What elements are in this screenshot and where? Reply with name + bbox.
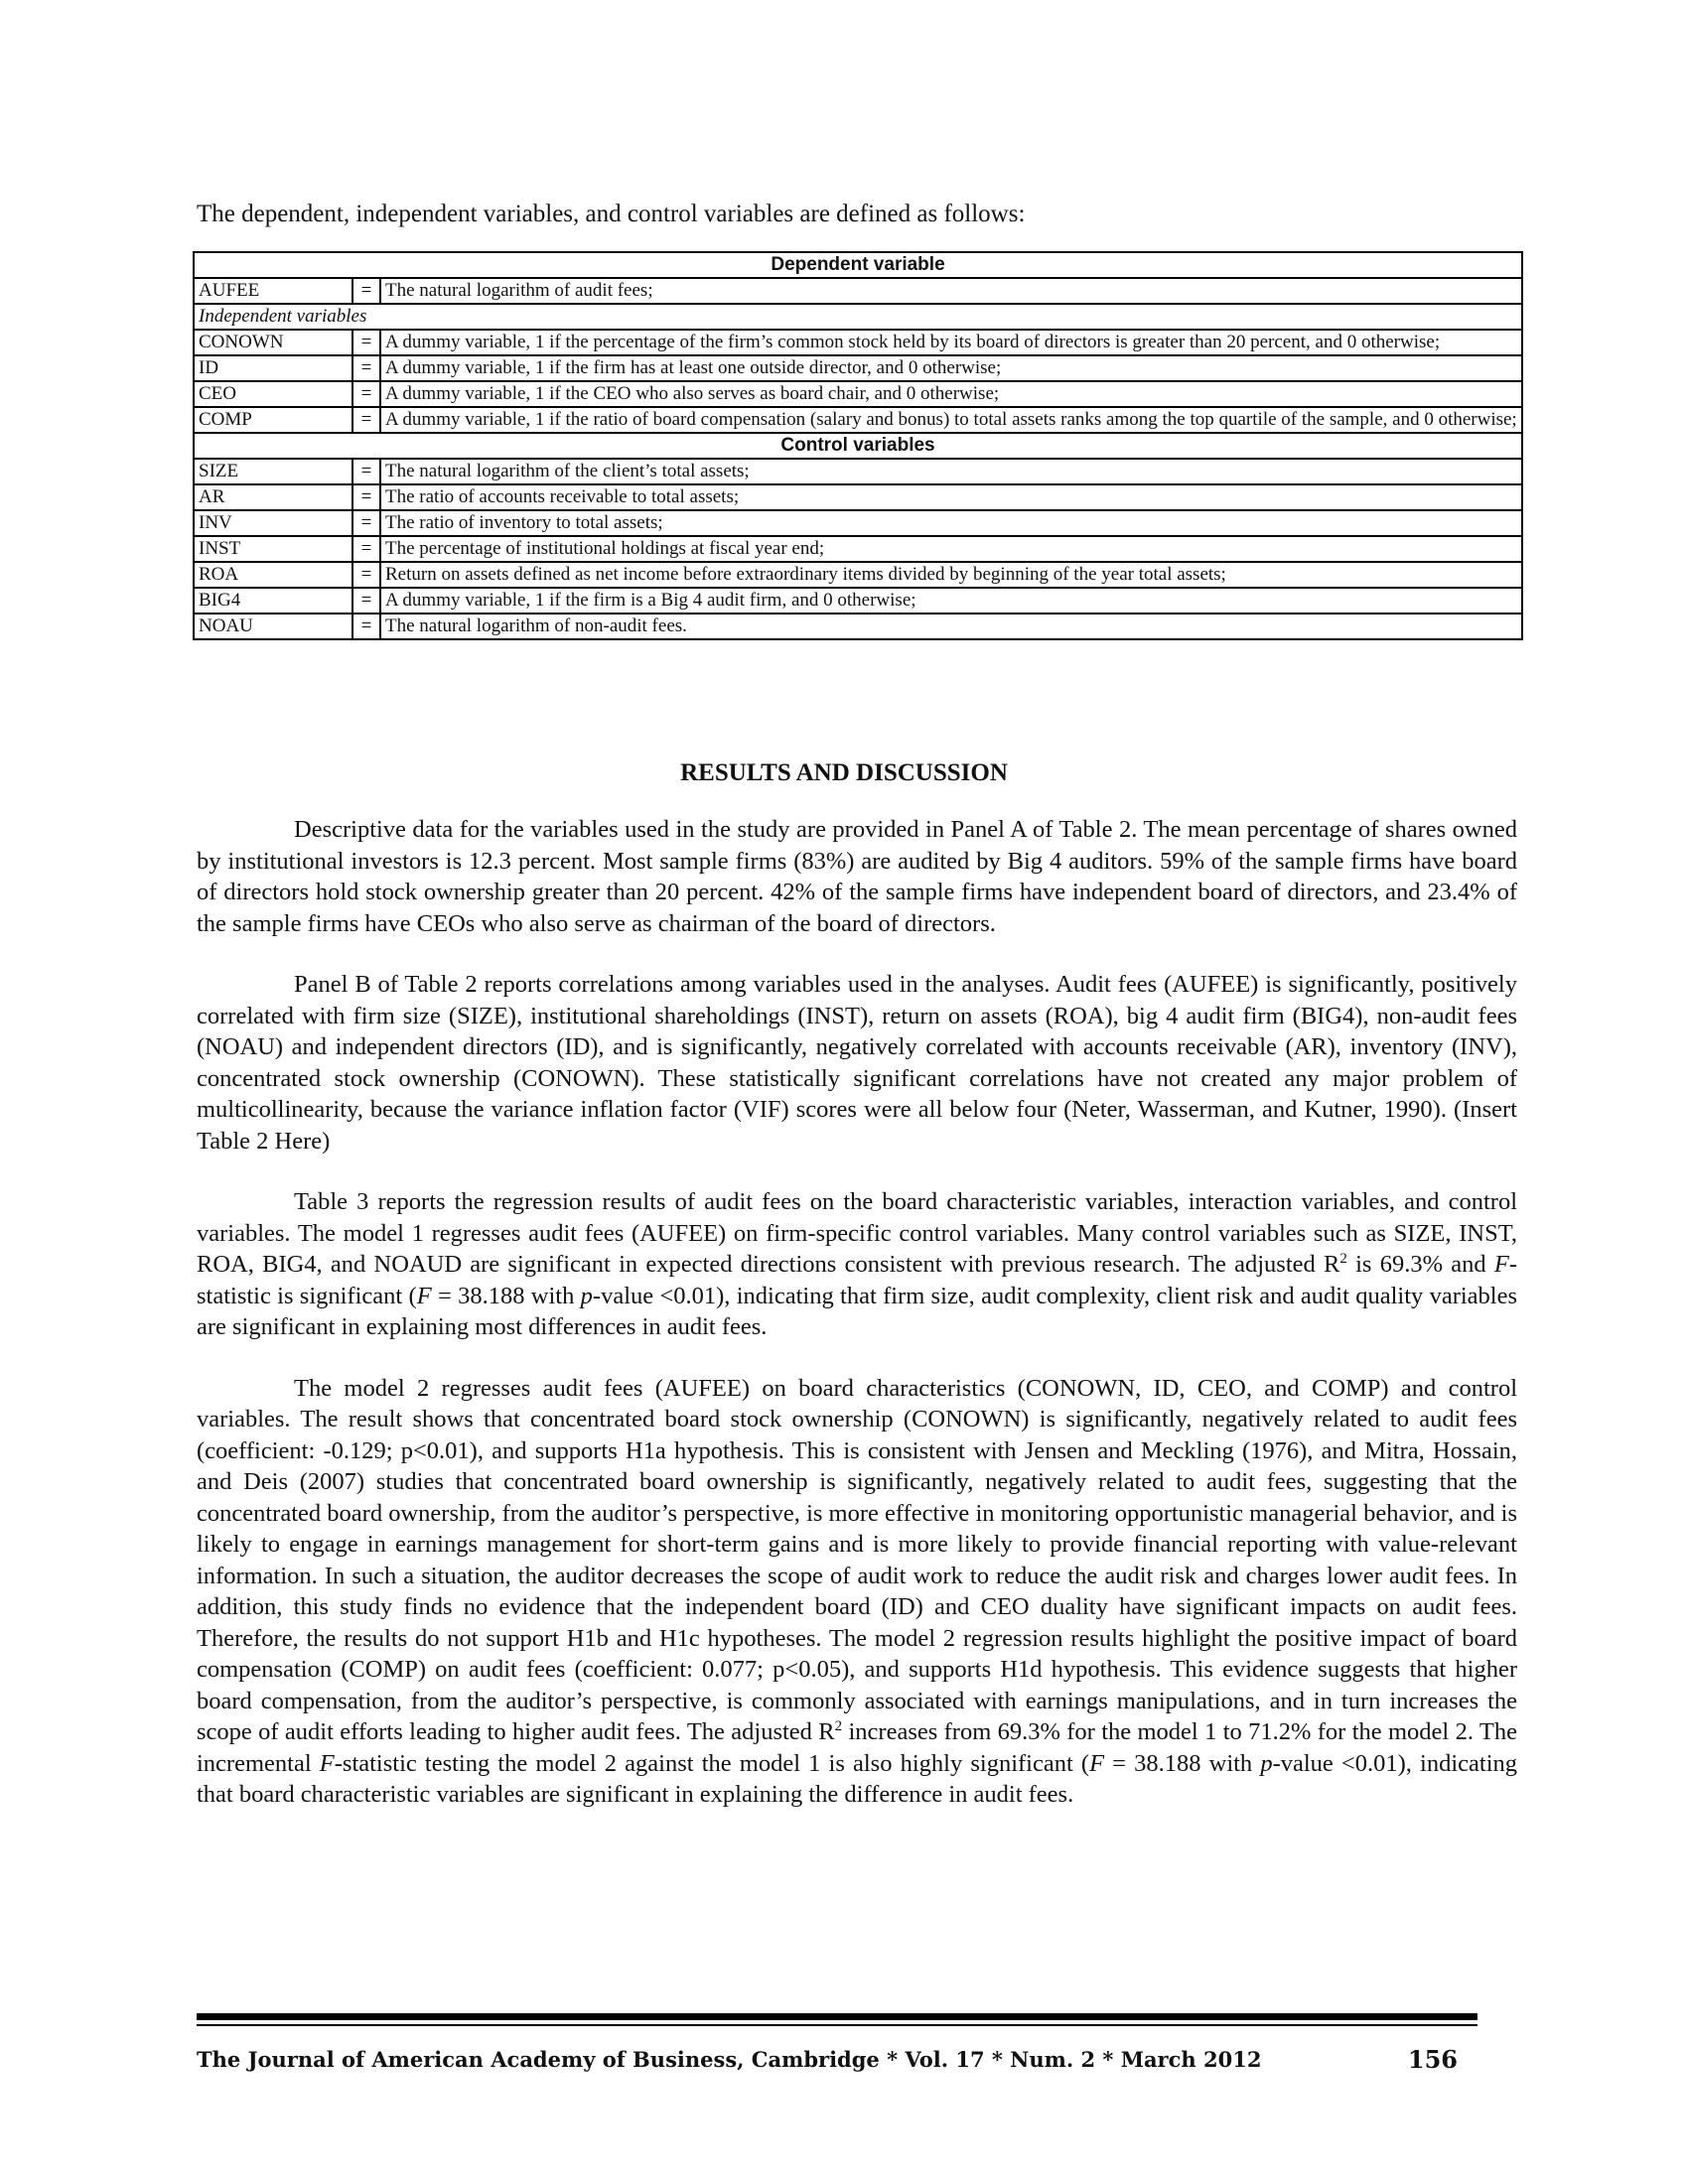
variable-name: AUFEE [194, 278, 352, 304]
paragraph-descriptive: Descriptive data for the variables used in the study are provided in Panel A of Table 2. The mean percentage of shares owned by institutional investors is 12.3 percent. Most sample firms (83%) are audited by Big 4 auditors. 59% of the sample firms have board of directors hold stock ownership greater than 20 percent. 42% of the sample firms have independent board of directors, and 23.4% of the sample firms have CEOs who also serve as chairman of the board of directors. [197, 816, 1517, 937]
variable-definition: A dummy variable, 1 if the firm is a Big 4 audit firm, and 0 otherwise; [380, 588, 1522, 614]
independent-header-label: Independent variables [194, 304, 1522, 330]
variable-definition: The natural logarithm of audit fees; [380, 278, 1522, 304]
variable-definition: The natural logarithm of non-audit fees. [380, 614, 1522, 639]
variable-definition: A dummy variable, 1 if the percentage of the firm’s common stock held by its board of directors is greater than 20 percent, and 0 otherwise; [380, 330, 1522, 355]
body-text [197, 814, 1517, 1841]
variable-name: INV [194, 510, 352, 536]
equals-sign: = [352, 510, 380, 536]
variable-row [194, 588, 1522, 614]
equals-sign: = [352, 330, 380, 355]
journal-citation: The Journal of American Academy of Business, Cambridge * Vol. 17 * Num. 2 * March 2012 [197, 2047, 1262, 2072]
variable-definitions-table [193, 251, 1523, 640]
independent-header [194, 304, 1522, 330]
variable-name: ID [194, 355, 352, 381]
variable-name: CEO [194, 381, 352, 407]
variable-row [194, 381, 1522, 407]
variable-row [194, 407, 1522, 433]
variable-row [194, 278, 1522, 304]
variable-definition: The natural logarithm of the client’s total assets; [380, 459, 1522, 484]
equals-sign: = [352, 588, 380, 614]
equals-sign: = [352, 278, 380, 304]
variable-name: BIG4 [194, 588, 352, 614]
variable-row [194, 510, 1522, 536]
variable-row [194, 330, 1522, 355]
variable-definition: Return on assets defined as net income before extraordinary items divided by beginning of the year total assets; [380, 562, 1522, 588]
variable-name: CONOWN [194, 330, 352, 355]
variable-definition: A dummy variable, 1 if the ratio of board compensation (salary and bonus) to total assets ranks among the top quartile of the sample, and 0 otherwise; [380, 407, 1522, 433]
variable-name: INST [194, 536, 352, 562]
variable-definition: The ratio of inventory to total assets; [380, 510, 1522, 536]
equals-sign: = [352, 484, 380, 510]
variable-row [194, 484, 1522, 510]
variable-name: NOAU [194, 614, 352, 639]
variable-row [194, 355, 1522, 381]
dependent-header-label: Dependent variable [194, 252, 1522, 278]
variable-row [194, 562, 1522, 588]
equals-sign: = [352, 407, 380, 433]
variable-definition: The ratio of accounts receivable to total assets; [380, 484, 1522, 510]
footer-rule-thin [197, 2024, 1477, 2026]
variable-row [194, 614, 1522, 639]
variable-name: COMP [194, 407, 352, 433]
control-header-label: Control variables [194, 433, 1522, 459]
variable-definition: The percentage of institutional holdings at fiscal year end; [380, 536, 1522, 562]
equals-sign: = [352, 562, 380, 588]
equals-sign: = [352, 536, 380, 562]
equals-sign: = [352, 355, 380, 381]
section-title: RESULTS AND DISCUSSION [680, 759, 1008, 786]
paragraph-correlations: Panel B of Table 2 reports correlations among variables used in the analyses. Audit fees (AUFEE) is significantly, positively correlated with firm size (SIZE), institutional shareholdings (INST), return on assets (ROA), big 4 audit firm (BIG4), non-audit fees (NOAU) and independent directors (ID), and is significantly, negatively correlated with accounts receivable (AR), inventory (INV), concentrated stock ownership (CONOWN). These statistically significant correlations have not created any major problem of multicollinearity, because the variance inflation factor (VIF) scores were all below four (Neter, Wasserman, and Kutner, 1990). (Insert Table 2 Here) [197, 971, 1517, 1155]
page-number: 156 [1407, 2045, 1458, 2074]
equals-sign: = [352, 459, 380, 484]
variable-definition: A dummy variable, 1 if the CEO who also serves as board chair, and 0 otherwise; [380, 381, 1522, 407]
equals-sign: = [352, 614, 380, 639]
variable-row [194, 459, 1522, 484]
variable-row [194, 536, 1522, 562]
equals-sign: = [352, 381, 380, 407]
page-footer [197, 2047, 1477, 2072]
dependent-header [194, 252, 1522, 278]
variable-name: ROA [194, 562, 352, 588]
control-header [194, 433, 1522, 459]
paragraph-model1: Table 3 reports the regression results of audit fees on the board characteristic variables, interaction variables, and control variables. The model 1 regresses audit fees (AUFEE) on firm-specific control variables. Many control variables such as SIZE, INST, ROA, BIG4, and NOAUD are significant in expected directions consistent with previous research. The adjusted $R^2$ is 69.3% and F-statistic is significant (F = 38.188 with p-value <0.01), indicating that firm size, audit complexity, client risk and audit quality variables are significant in explaining most differences in audit fees. [197, 1188, 1518, 1340]
footer-rule-thick [197, 2013, 1477, 2020]
variable-name: AR [194, 484, 352, 510]
paragraph-model2: The model 2 regresses audit fees (AUFEE) on board characteristics (CONOWN, ID, CEO, and COMP) and control variables. The result shows that concentrated board stock ownership (CONOWN) is significantly, negatively related to audit fees (coefficient: -0.129; p<0.01), and supports H1a hypothesis. This is consistent with Jensen and Meckling (1976), and Mitra, Hossain, and Deis (2007) studies that concentrated board ownership is significantly, negatively related to audit fees, suggesting that the concentrated board ownership, from the auditor’s perspective, is more effective in monitoring opportunistic managerial behavior, and is likely to engage in earnings management for short-term gains and is more likely to provide financial reporting with value-relevant information. In such a situation, the auditor decreases the scope of audit work to reduce the audit risk and charges lower audit fees. In addition, this study finds no evidence that the independent board (ID) and CEO duality have significant impacts on audit fees. Therefore, the results do not support H1b and H1c hypotheses. The model 2 regression results highlight the positive impact of board compensation (COMP) on audit fees (coefficient: 0.077; p<0.05), and supports H1d hypothesis. This evidence suggests that higher board compensation, from the auditor’s perspective, is commonly associated with earnings manipulations, and in turn increases the scope of audit efforts leading to higher audit fees. The adjusted $R^2$ increases from 69.3% for the model 1 to 71.2% for the model 2. The incremental F-statistic testing the model 2 against the model 1 is also highly significant (F = 38.188 with p-value <0.01), indicating that board characteristic variables are significant in explaining the difference in audit fees. [197, 1374, 1518, 1808]
variable-definition: A dummy variable, 1 if the firm has at least one outside director, and 0 otherwise; [380, 355, 1522, 381]
table-intro: The dependent, independent variables, and control variables are defined as follows: [197, 201, 1026, 227]
variable-name: SIZE [194, 459, 352, 484]
